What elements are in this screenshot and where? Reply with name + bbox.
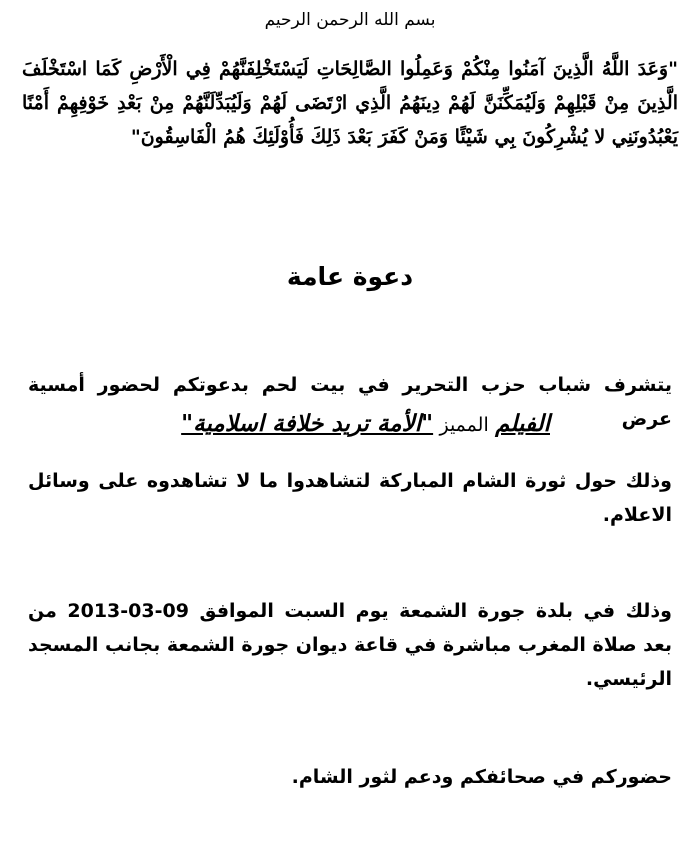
basmala: بسم الله الرحمن الرحيم bbox=[264, 10, 436, 30]
film-word: الفيلم bbox=[495, 411, 550, 437]
invitation-paragraph: يتشرف شباب حزب التحرير في بيت لحم بدعوتكم لحضور أمسية عرض bbox=[28, 374, 672, 430]
closing-paragraph: حضوركم في صحائفكم ودعم لثور الشام. bbox=[291, 766, 672, 788]
film-adjective: المميز bbox=[439, 414, 489, 436]
film-title: "الأمة تريد خلافة اسلامية" bbox=[181, 411, 434, 437]
location-paragraph: وذلك في بلدة جورة الشمعة يوم السبت الموافق 09-03-2013 من بعد صلاة المغرب مباشرة في قاعة ديوان جورة الشمعة بجانب المسجد الرئيسي. bbox=[28, 600, 672, 690]
film-line bbox=[181, 404, 550, 445]
page-title: دعوة عامة bbox=[286, 262, 414, 291]
quran-verse: "وَعَدَ اللَّهُ الَّذِينَ آمَنُوا مِنْكُمْ وَعَمِلُوا الصَّالِحَاتِ لَيَسْتَخْلِفَنَّهُمْ فِي الْأَرْضِ كَمَا اسْتَخْلَفَ الَّذِينَ مِنْ قَبْلِهِمْ وَلَيُمَكِّنَنَّ لَهُمْ دِينَهُمُ الَّذِي ارْتَضَى لَهُمْ وَلَيُبَدِّلَنَّهُمْ مِنْ بَعْدِ خَوْفِهِمْ أَمْنًا يَعْبُدُونَنِي لا يُشْرِكُونَ بِي شَيْئًا وَمَنْ كَفَرَ بَعْدَ ذَلِكَ فَأُوْلَئِكَ هُمُ الْفَاسِقُونَ" bbox=[22, 58, 678, 148]
about-paragraph: وذلك حول ثورة الشام المباركة لتشاهدوا ما لا تشاهدوه على وسائل الاعلام. bbox=[28, 470, 672, 526]
